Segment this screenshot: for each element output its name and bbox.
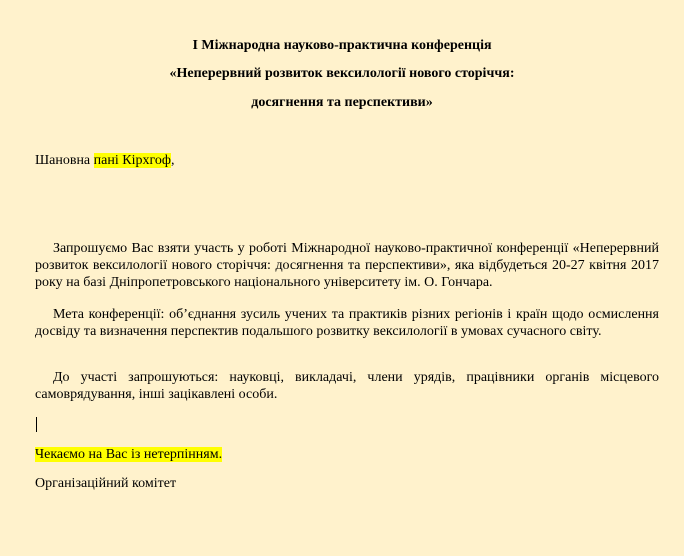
invitation-text: Запрошуємо Вас взяти участь у роботі Міжнародної науково-практичної конференції «Неперервний розвиток вексилології нового сторіччя: досягнення та перспективи», яка відбудеться 20-27 квітня 2017 року на базі Дніпропетровського національного університету ім. О. Гончара.: [35, 241, 659, 290]
closing-highlight: Чекаємо на Вас із нетерпінням.: [35, 447, 223, 462]
signature-line: Організаційний комітет: [35, 476, 177, 491]
purpose-paragraph: [35, 306, 659, 340]
participants-paragraph: [35, 369, 659, 403]
participants-text: До участі запрошуються: науковці, викладачі, члени урядів, працівники органів місцевого самоврядування, інші зацікавлені особи.: [35, 370, 659, 402]
text-cursor[interactable]: [36, 417, 37, 432]
salutation-recipient-highlight: пані Кірхгоф: [93, 153, 171, 168]
conference-title-line-3: досягнення та перспективи»: [251, 95, 433, 110]
conference-title-line-1: І Міжнародна науково-практична конференція: [192, 38, 492, 53]
invitation-paragraph: [35, 240, 659, 291]
salutation-suffix: ,: [170, 153, 175, 168]
closing-line: [35, 446, 222, 463]
salutation-prefix: Шановна: [35, 153, 94, 168]
purpose-text: Мета конференції: об’єднання зусиль учених та практиків різних регіонів і країн щодо осмислення досвіду та визначення перспектив подальшого розвитку вексилології в умовах сучасного світу.: [35, 307, 659, 339]
conference-title-line-2: «Неперервний розвиток вексилології нового сторіччя:: [169, 66, 515, 81]
salutation: [35, 152, 174, 170]
